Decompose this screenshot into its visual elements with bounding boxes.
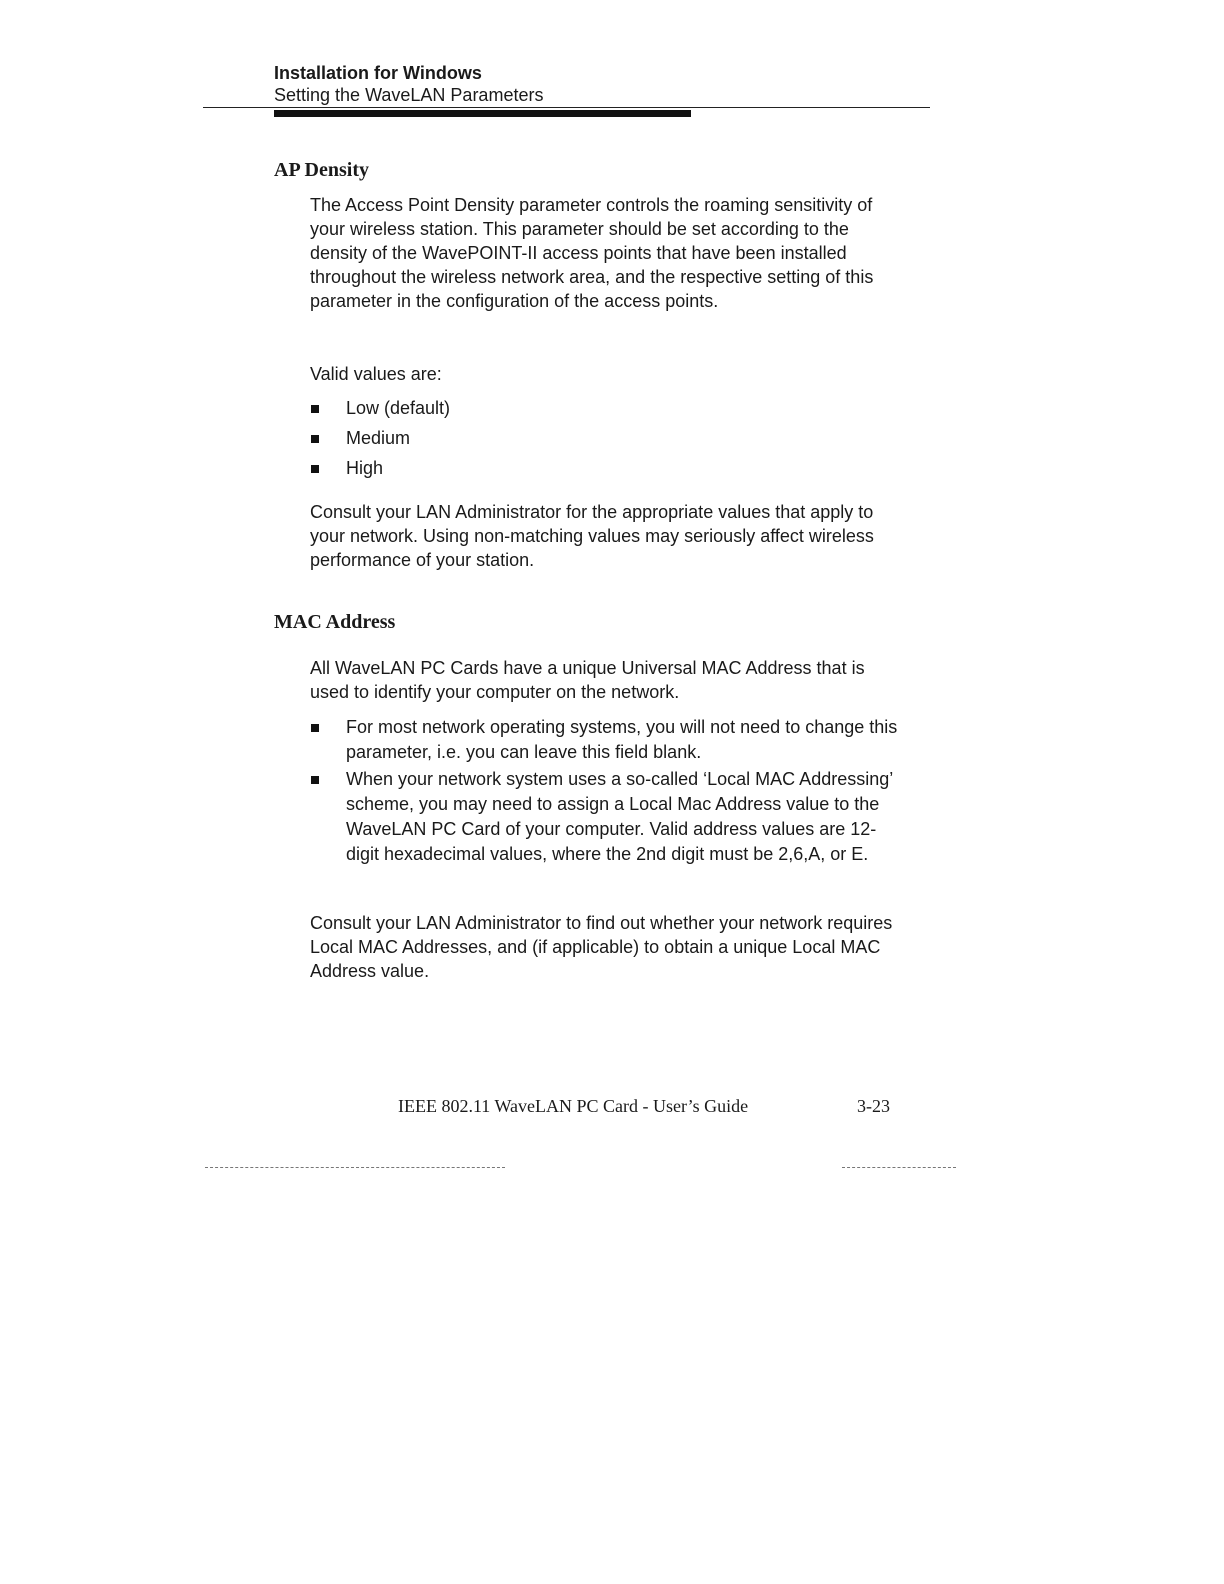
list-item: Medium [310,426,900,450]
mac-address-list [310,715,900,869]
list-item: For most network operating systems, you will not need to change this parameter, i.e. you can leave this field blank. [310,715,900,765]
ap-density-heading: AP Density [274,159,369,181]
section-title: Setting the WaveLAN Parameters [274,85,544,105]
scan-artifact-line [205,1167,505,1169]
chapter-title: Installation for Windows [274,63,482,83]
header-bar [274,110,691,117]
scan-artifact-line [842,1167,956,1169]
mac-address-intro: All WaveLAN PC Cards have a unique Universal MAC Address that is used to identify your computer on the network. [310,658,865,702]
bullet-square-icon [311,776,319,784]
running-header [274,62,543,106]
header-rule [203,107,930,108]
list-item: When your network system uses a so-called ‘Local MAC Addressing’ scheme, you may need to assign a Local Mac Address value to the WaveLAN PC Card of your computer. Valid address values are 12-digit hexadecimal values, where the 2nd digit must be 2,6,A, or E. [310,767,900,867]
list-item: Low (default) [310,396,900,420]
ap-density-intro: The Access Point Density parameter controls the roaming sensitivity of your wireless station. This parameter should be set according to the density of the WavePOINT-II access points that have been installed throughout the wireless network area, and the respective setting of this parameter in the configuration of the access points. [310,195,874,311]
ap-density-consult: Consult your LAN Administrator for the appropriate values that apply to your network. Using non-matching values may seriously affect wireless performance of your station. [310,502,874,570]
bullet-square-icon [311,724,319,732]
mac-address-heading: MAC Address [274,611,396,633]
page-number: 3-23 [857,1096,890,1116]
footer-title: IEEE 802.11 WaveLAN PC Card - User’s Guide [398,1096,749,1116]
list-item: High [310,456,900,480]
bullet-square-icon [311,405,319,413]
mac-address-consult: Consult your LAN Administrator to find out whether your network requires Local MAC Addresses, and (if applicable) to obtain a unique Local MAC Address value. [310,913,893,981]
bullet-square-icon [311,435,319,443]
valid-values-label: Valid values are: [310,364,442,384]
valid-values-list [310,396,900,486]
bullet-square-icon [311,465,319,473]
